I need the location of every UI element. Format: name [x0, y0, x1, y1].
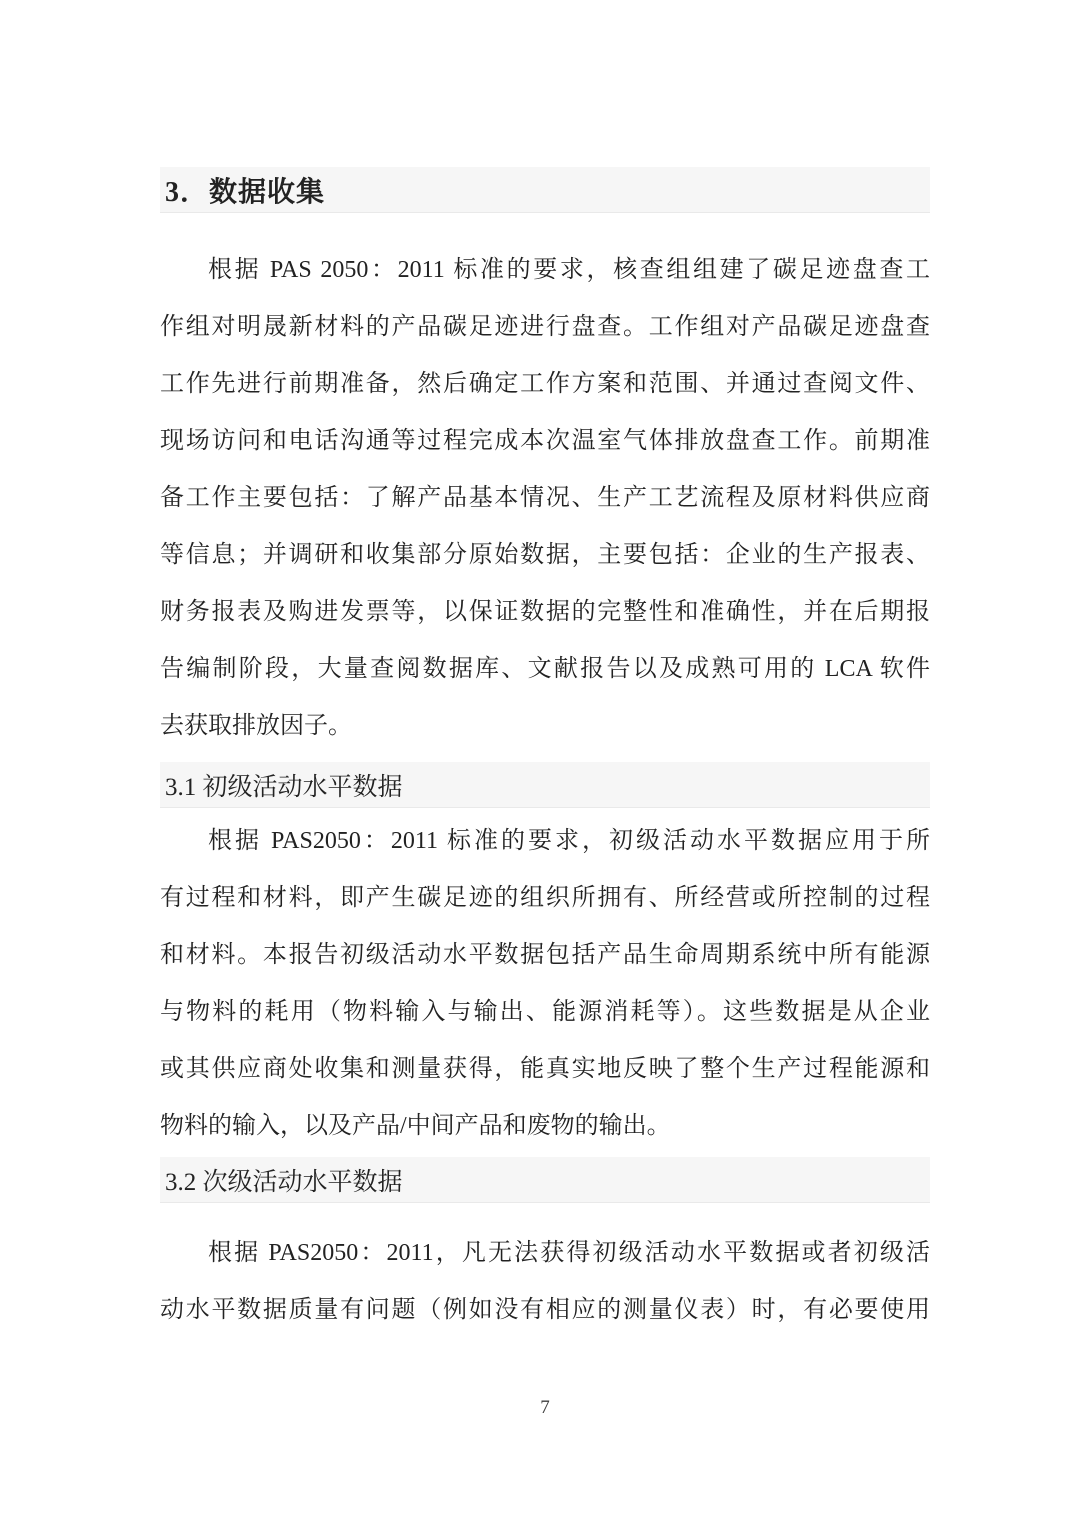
text-line: 和材料。本报告初级活动水平数据包括产品生命周期系统中所有能源 — [160, 942, 930, 968]
text-line: 财务报表及购进发票等，以保证数据的完整性和准确性，并在后期报 — [160, 599, 930, 625]
text-line: 告编制阶段，大量查阅数据库、文献报告以及成熟可用的 LCA 软件 — [160, 656, 930, 682]
text-line: 有过程和材料，即产生碳足迹的组织所拥有、所经营或所控制的过程 — [160, 885, 930, 911]
section-heading-3 — [160, 167, 930, 213]
text-line: 或其供应商处收集和测量获得，能真实地反映了整个生产过程能源和 — [160, 1056, 930, 1082]
section-heading-3-2-label: 3.2 次级活动水平数据 — [165, 1168, 403, 1196]
paragraph-section-3-2 — [160, 1225, 930, 1339]
section-heading-3-2 — [160, 1157, 930, 1203]
text-line: 物料的输入，以及产品/中间产品和废物的输出。 — [160, 1113, 671, 1139]
text-line: 根据 PAS2050：2011，凡无法获得初级活动水平数据或者初级活 — [208, 1240, 930, 1266]
text-line: 等信息；并调研和收集部分原始数据，主要包括：企业的生产报表、 — [160, 542, 930, 568]
text-line: 去获取排放因子。 — [160, 713, 352, 739]
text-line: 与物料的耗用（物料输入与输出、能源消耗等）。这些数据是从企业 — [160, 999, 930, 1025]
section-heading-3-1-label: 3.1 初级活动水平数据 — [165, 773, 403, 801]
paragraph-section-3-1 — [160, 813, 930, 1155]
section-heading-3-1 — [160, 762, 930, 808]
text-line: 根据 PAS2050：2011 标准的要求，初级活动水平数据应用于所 — [208, 828, 930, 854]
page-number: 7 — [540, 1397, 550, 1418]
text-line: 工作先进行前期准备，然后确定工作方案和范围、并通过查阅文件、 — [160, 371, 930, 397]
text-line: 动水平数据质量有问题（例如没有相应的测量仪表）时，有必要使用 — [160, 1297, 930, 1323]
section-heading-3-label: 3．数据收集 — [165, 176, 326, 208]
text-line: 备工作主要包括：了解产品基本情况、生产工艺流程及原材料供应商 — [160, 485, 930, 511]
text-line: 作组对明晟新材料的产品碳足迹进行盘查。工作组对产品碳足迹盘查 — [160, 314, 930, 340]
paragraph-section-3 — [160, 242, 930, 755]
text-line: 根据 PAS 2050：2011 标准的要求，核查组组建了碳足迹盘查工 — [208, 257, 930, 283]
text-line: 现场访问和电话沟通等过程完成本次温室气体排放盘查工作。前期准 — [160, 428, 930, 454]
